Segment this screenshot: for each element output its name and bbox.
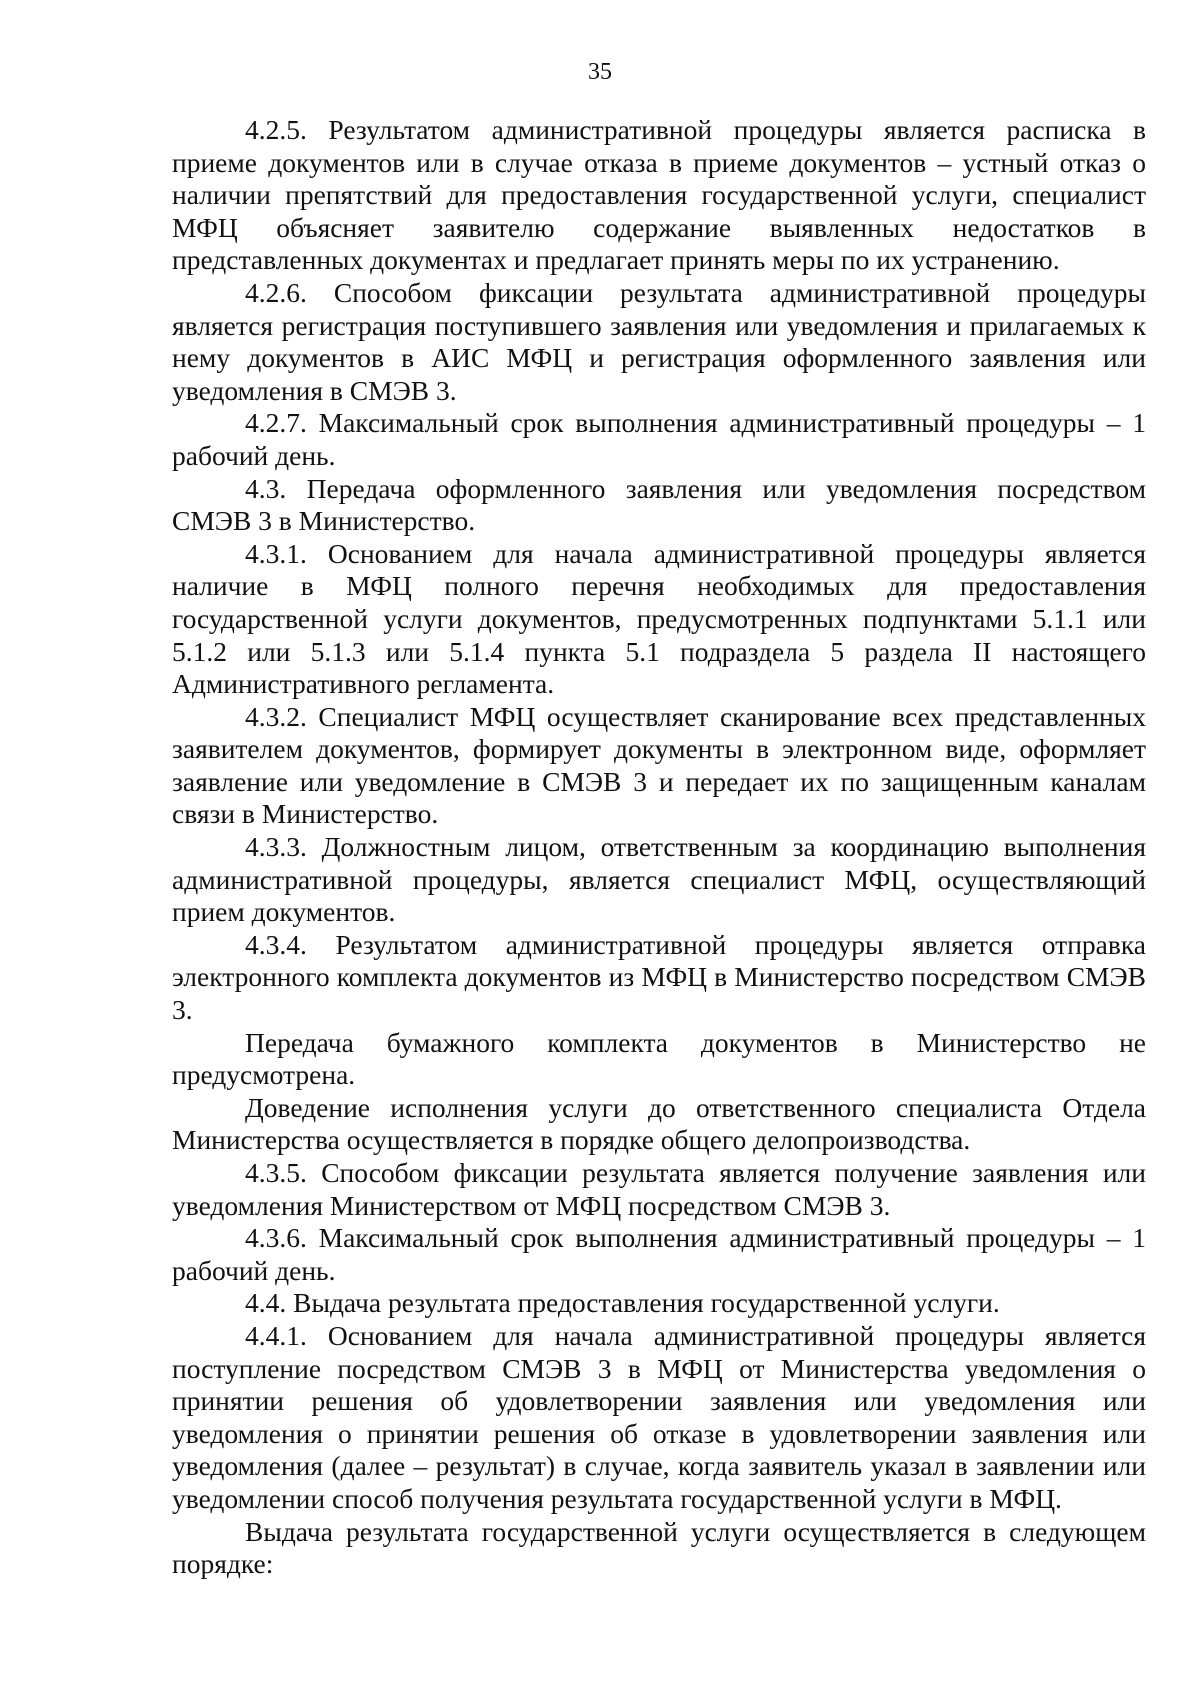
paragraph-4-3-4: 4.3.4. Результатом административной процедуры является отправка электронного комплекта документов из МФЦ в Министерство посредством СМЭВ 3.: [172, 928, 1146, 1026]
page-number: 35: [588, 59, 612, 85]
paragraph-4-3-3: 4.3.3. Должностным лицом, ответственным за координацию выполнения административной процедуры, является специалист МФЦ, осуществляющий прием документов.: [172, 831, 1146, 928]
paragraph-4-2-7: 4.2.7. Максимальный срок выполнения административный процедуры – 1 рабочий день.: [172, 407, 1146, 471]
paragraph-4-2-6: 4.2.6. Способом фиксации результата административной процедуры является регистрация поступившего заявления или уведомления и прилагаемых к нему документов в АИС МФЦ и регистрация оформленного заявления или уведомления в СМЭВ 3.: [172, 276, 1146, 406]
paragraph-4-4: 4.4. Выдача результата предоставления государственной услуги.: [245, 1287, 1000, 1319]
paragraph-4-2-5: 4.2.5. Результатом административной процедуры является расписка в приеме документов или в случае отказа в приеме документов – устный отказ о наличии препятствий для предоставления государственной услуги, специалист МФЦ объясняет заявителю содержание выявленных недостатков в представленных документах и предлагает принять меры по их устранению.: [172, 114, 1146, 276]
document-body: [172, 114, 1146, 1581]
paragraph-4-3-1: 4.3.1. Основанием для начала административной процедуры является наличие в МФЦ полного перечня необходимых для предоставления государственной услуги документов, предусмотренных подпунктами 5.1.1 или 5.1.2 или 5.1.3 или 5.1.4 пункта 5.1 подраздела 5 раздела II настоящего Административного регламента.: [172, 537, 1146, 700]
paragraph-4-4-1: 4.4.1. Основанием для начала административной процедуры является поступление посредством СМЭВ 3 в МФЦ от Министерства уведомления о принятии решения об удовлетворении заявления или уведомления или уведомления о принятии решения об отказе в удовлетворении заявления или уведомления (далее – результат) в случае, когда заявитель указал в заявлении или уведомлении способ получения результата государственной услуги в МФЦ.: [172, 1319, 1146, 1514]
paragraph-4-3: 4.3. Передача оформленного заявления или уведомления посредством СМЭВ 3 в Министерство.: [172, 472, 1146, 537]
paragraph-notification: Доведение исполнения услуги до ответственного специалиста Отдела Министерства осуществляется в порядке общего делопроизводства.: [172, 1091, 1146, 1156]
paragraph-issuance: Выдача результата государственной услуги осуществляется в следующем порядке:: [172, 1515, 1146, 1580]
paragraph-4-3-5: 4.3.5. Способом фиксации результата является получение заявления или уведомления Министерством от МФЦ посредством СМЭВ 3.: [172, 1157, 1146, 1221]
paragraph-4-3-2: 4.3.2. Специалист МФЦ осуществляет сканирование всех представленных заявителем документов, формирует документы в электронном виде, оформляет заявление или уведомление в СМЭВ 3 и передает их по защищенным каналам связи в Министерство.: [172, 700, 1146, 830]
paragraph-4-3-6: 4.3.6. Максимальный срок выполнения административный процедуры – 1 рабочий день.: [172, 1222, 1146, 1286]
paragraph-paper-transfer: Передача бумажного комплекта документов в Министерство не предусмотрена.: [172, 1026, 1146, 1091]
